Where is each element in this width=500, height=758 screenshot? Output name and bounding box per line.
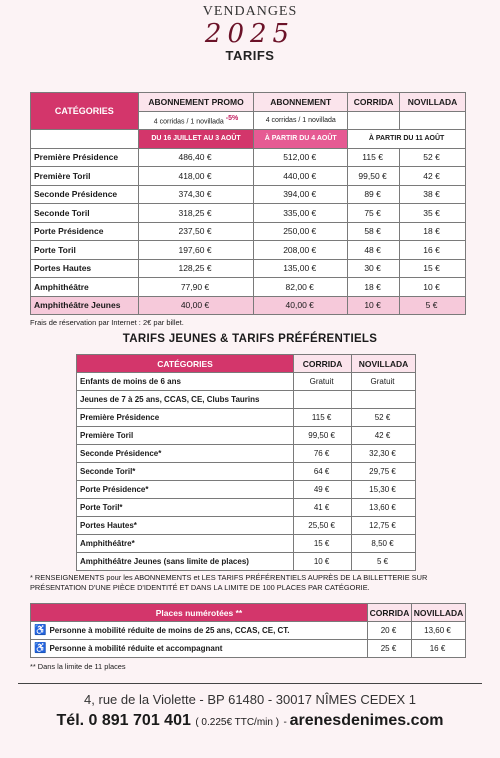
category-name: Portes Hautes*	[77, 517, 294, 535]
website-link[interactable]: arenesdenimes.com	[289, 712, 444, 729]
novillada-price: 29,75 €	[352, 463, 416, 481]
corrida-price: 48 €	[348, 241, 400, 260]
subscription-price: 208,00 €	[254, 241, 348, 260]
table-row	[77, 427, 416, 445]
corrida-price: 99,50 €	[348, 167, 400, 186]
corrida-price: 58 €	[348, 222, 400, 241]
subscription-price: 394,00 €	[254, 185, 348, 204]
novillada-price: 42 €	[352, 427, 416, 445]
table-row	[77, 553, 416, 571]
main-price-table	[30, 92, 466, 315]
corrida-price: 25,50 €	[294, 517, 352, 535]
novillada-price: 5 €	[352, 553, 416, 571]
table-row	[31, 241, 466, 260]
corrida-price: 41 €	[294, 499, 352, 517]
category-name: Seconde Présidence	[31, 185, 139, 204]
corrida-price	[294, 391, 352, 409]
category-name: Seconde Présidence*	[77, 445, 294, 463]
category-name	[31, 640, 368, 658]
category-name: Amphithéâtre Jeunes (sans limite de places)	[77, 553, 294, 571]
category-name: Portes Hautes	[31, 259, 139, 278]
table-row	[31, 640, 466, 658]
promo-price: 128,25 €	[138, 259, 254, 278]
novillada-price: 16 €	[412, 640, 466, 658]
category-name: Jeunes de 7 à 25 ans, CCAS, CE, Clubs Taurins	[77, 391, 294, 409]
categories-header: CATÉGORIES	[77, 355, 294, 373]
category-name: Seconde Toril*	[77, 463, 294, 481]
novillada-price: 12,75 €	[352, 517, 416, 535]
table-row	[77, 499, 416, 517]
table-row	[77, 517, 416, 535]
table-row	[31, 278, 466, 297]
event-year: 2025	[204, 19, 296, 49]
wheelchair-icon: ♿	[34, 643, 47, 654]
date-row-blank	[31, 130, 139, 149]
phone-price: ( 0.225€ TTC/min )	[195, 717, 280, 728]
corrida-subhead	[348, 111, 400, 130]
category-name: Première Toril	[31, 167, 139, 186]
table-row	[77, 373, 416, 391]
table-row	[31, 204, 466, 223]
numbered-seats-header: Places numérotées **	[31, 604, 368, 622]
category-name	[31, 622, 368, 640]
booking-fee-note: Frais de réservation par Internet : 2€ par billet.	[30, 318, 184, 327]
novillada-price	[352, 391, 416, 409]
promo-date-range: DU 16 JUILLET AU 3 AOÛT	[138, 130, 254, 149]
subscription-detail: 4 corridas / 1 novillada	[254, 111, 348, 130]
novillada-price: 10 €	[400, 278, 466, 297]
table-row	[77, 463, 416, 481]
novillada-subhead	[400, 111, 466, 130]
contact-separator: -	[283, 717, 290, 728]
novillada-price: 15 €	[400, 259, 466, 278]
novillada-price: 52 €	[400, 148, 466, 167]
youth-price-table	[76, 354, 416, 571]
corrida-price: Gratuit	[294, 373, 352, 391]
page-title: TARIFS	[225, 48, 275, 63]
corrida-price: 115 €	[294, 409, 352, 427]
corrida-price: 89 €	[348, 185, 400, 204]
category-name: Enfants de moins de 6 ans	[77, 373, 294, 391]
event-name: VENDANGES	[202, 4, 298, 19]
novillada-price: 16 €	[400, 241, 466, 260]
promo-detail-text: 4 corridas / 1 novillada	[153, 118, 224, 126]
novillada-header: NOVILLADA	[400, 93, 466, 112]
promo-price: 318,25 €	[138, 204, 254, 223]
corrida-price: 10 €	[348, 296, 400, 315]
promo-price: 418,00 €	[138, 167, 254, 186]
corrida-price: 115 €	[348, 148, 400, 167]
table-row	[31, 185, 466, 204]
header	[0, 0, 500, 63]
table-row	[77, 535, 416, 553]
subscription-date: À PARTIR DU 4 AOÛT	[254, 130, 348, 149]
table-row	[31, 296, 466, 315]
promo-price: 197,60 €	[138, 241, 254, 260]
category-name: Porte Présidence	[31, 222, 139, 241]
novillada-price: 13,60 €	[352, 499, 416, 517]
wheelchair-icon: ♿	[34, 625, 47, 636]
table-row	[77, 445, 416, 463]
category-name: Seconde Toril	[31, 204, 139, 223]
novillada-price: 13,60 €	[412, 622, 466, 640]
single-ticket-date: À PARTIR DU 11 AOÛT	[348, 130, 466, 149]
category-name: Première Présidence	[77, 409, 294, 427]
novillada-header: NOVILLADA	[352, 355, 416, 373]
corrida-price: 75 €	[348, 204, 400, 223]
table-row	[31, 259, 466, 278]
corrida-price: 76 €	[294, 445, 352, 463]
promo-price: 237,50 €	[138, 222, 254, 241]
subscription-header: ABONNEMENT	[254, 93, 348, 112]
novillada-header: NOVILLADA	[412, 604, 466, 622]
table-row	[31, 222, 466, 241]
category-name: Première Toril	[77, 427, 294, 445]
corrida-price: 49 €	[294, 481, 352, 499]
category-name: Amphithéâtre*	[77, 535, 294, 553]
corrida-price: 30 €	[348, 259, 400, 278]
promo-subscription-header: ABONNEMENT PROMO	[138, 93, 254, 112]
subscription-price: 250,00 €	[254, 222, 348, 241]
category-label: Personne à mobilité réduite et accompagnant	[49, 644, 223, 653]
seat-limit-note: ** Dans la limite de 11 places	[30, 662, 126, 671]
section-title-youth: TARIFS JEUNES & TARIFS PRÉFÉRENTIELS	[122, 333, 378, 345]
novillada-price: 5 €	[400, 296, 466, 315]
category-name: Porte Présidence*	[77, 481, 294, 499]
corrida-header: CORRIDA	[368, 604, 412, 622]
table-row	[77, 409, 416, 427]
corrida-price: 64 €	[294, 463, 352, 481]
promo-price: 374,30 €	[138, 185, 254, 204]
category-name: Porte Toril	[31, 241, 139, 260]
subscription-price: 82,00 €	[254, 278, 348, 297]
promo-price: 486,40 €	[138, 148, 254, 167]
corrida-price: 25 €	[368, 640, 412, 658]
corrida-price: 15 €	[294, 535, 352, 553]
corrida-header: CORRIDA	[348, 93, 400, 112]
corrida-price: 10 €	[294, 553, 352, 571]
discount-badge: -5%	[225, 115, 239, 123]
category-name: Amphithéâtre Jeunes	[31, 296, 139, 315]
novillada-price: 35 €	[400, 204, 466, 223]
subscription-price: 135,00 €	[254, 259, 348, 278]
category-name: Porte Toril*	[77, 499, 294, 517]
novillada-price: 52 €	[352, 409, 416, 427]
category-label: Personne à mobilité réduite de moins de 25 ans, CCAS, CE, CT.	[49, 626, 290, 635]
table-row	[77, 481, 416, 499]
table-row	[31, 167, 466, 186]
promo-price: 77,90 €	[138, 278, 254, 297]
corrida-price: 20 €	[368, 622, 412, 640]
novillada-price: 38 €	[400, 185, 466, 204]
postal-address: 4, rue de la Violette - BP 61480 - 30017 NÎMES CEDEX 1	[84, 692, 416, 707]
table-row	[77, 391, 416, 409]
table-row	[31, 622, 466, 640]
footer-divider	[18, 683, 482, 684]
novillada-price: 32,30 €	[352, 445, 416, 463]
subscription-price: 440,00 €	[254, 167, 348, 186]
corrida-price: 18 €	[348, 278, 400, 297]
contact-line	[0, 712, 500, 730]
corrida-header: CORRIDA	[294, 355, 352, 373]
subscription-price: 40,00 €	[254, 296, 348, 315]
novillada-price: 42 €	[400, 167, 466, 186]
categories-header: CATÉGORIES	[31, 93, 139, 130]
promo-price: 40,00 €	[138, 296, 254, 315]
category-name: Amphithéâtre	[31, 278, 139, 297]
accessibility-price-table	[30, 603, 466, 658]
phone-number: Tél. 0 891 701 401	[56, 712, 191, 729]
preferential-rates-note: * RENSEIGNEMENTS pour les ABONNEMENTS et LES TARIFS PRÉFÉRENTIELS AUPRÈS DE LA BILLETTERIE SUR PRÉSENTATION D'UNE PIÈCE D'IDENTITÉ ET DANS LA LIMITE DE 100 PLACES PAR CATÉGORIE.	[30, 573, 428, 592]
promo-subscription-detail	[138, 111, 254, 130]
novillada-price: 18 €	[400, 222, 466, 241]
novillada-price: Gratuit	[352, 373, 416, 391]
subscription-price: 335,00 €	[254, 204, 348, 223]
novillada-price: 8,50 €	[352, 535, 416, 553]
novillada-price: 15,30 €	[352, 481, 416, 499]
category-name: Première Présidence	[31, 148, 139, 167]
corrida-price: 99,50 €	[294, 427, 352, 445]
subscription-price: 512,00 €	[254, 148, 348, 167]
table-row	[31, 148, 466, 167]
